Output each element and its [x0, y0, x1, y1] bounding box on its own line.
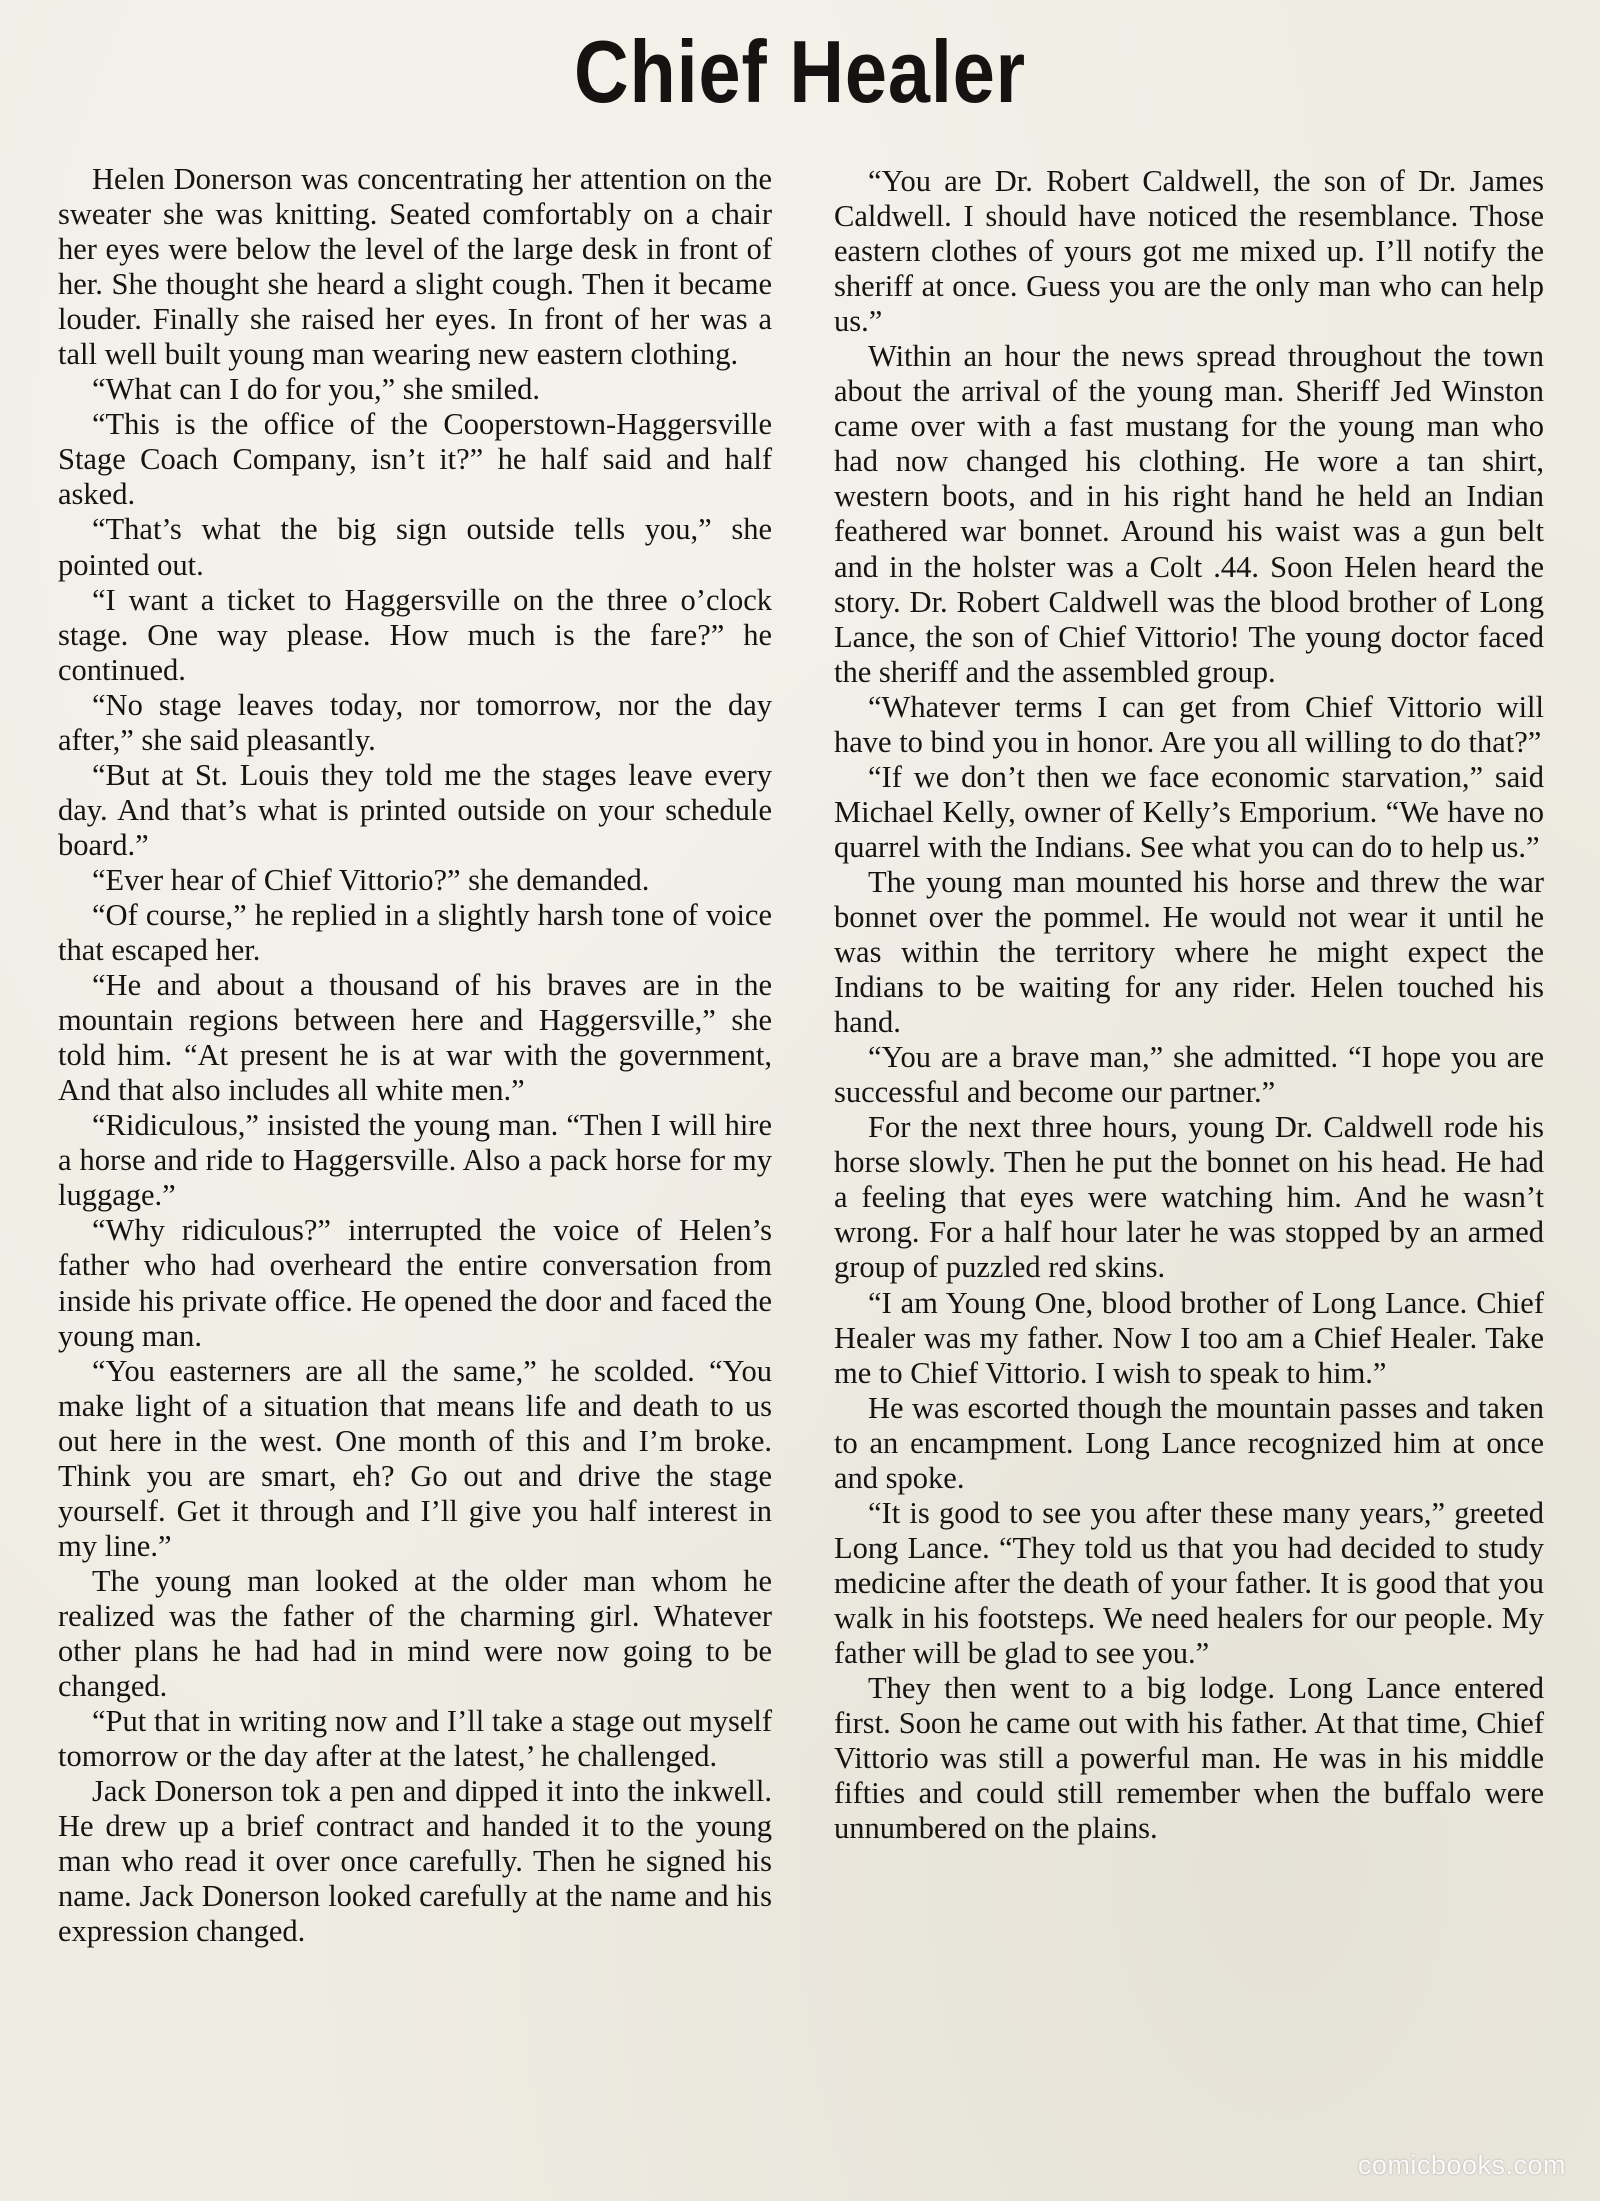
paragraph: “What can I do for you,” she smiled. [92, 372, 541, 407]
paragraph: Jack Donerson tok a pen and dipped it into the inkwell. He drew up a brief contract and handed it to the young man who read it over once carefully. Then he signed his name. Jack Donerson looked carefully at the name and his expression changed. [58, 1774, 772, 1949]
paragraph: “He and about a thousand of his braves are in the mountain regions between here and Haggersville,” she told him. “At present he is at war with the government, And that also includes all white men.” [58, 968, 772, 1108]
paragraph: “Of course,” he replied in a slightly harsh tone of voice that escaped her. [58, 897, 772, 968]
paragraph: “Ridiculous,” insisted the young man. “Then I will hire a horse and ride to Haggersville. Also a pack horse for my luggage.” [58, 1108, 772, 1213]
paragraph: “Ever hear of Chief Vittorio?” she demanded. [92, 862, 650, 897]
paragraph: For the next three hours, young Dr. Caldwell rode his horse slowly. Then he put the bonnet on his head. He had a feeling that eyes were watching him. And he wasn’t wrong. For a half hour later he was stopped by an armed group of puzzled red skins. [834, 1110, 1544, 1285]
paragraph: “If we don’t then we face economic starvation,” said Michael Kelly, owner of Kelly’s Emporium. “We have no quarrel with the Indians. See what you can do to help us.” [834, 759, 1544, 864]
paragraph: “You are Dr. Robert Caldwell, the son of Dr. James Caldwell. I should have noticed the resemblance. Those eastern clothes of yours got me mixed up. I’ll notify the sheriff at once. Guess you are the only man who can help us.” [834, 164, 1544, 339]
right-column [834, 164, 1544, 1846]
left-column [58, 162, 772, 1949]
paragraph: “This is the office of the Cooperstown-Haggersville Stage Coach Company, isn’t it?” he half said and half asked. [58, 407, 772, 512]
paragraph: “You easterners are all the same,” he scolded. “You make light of a situation that means life and death to us out here in the west. One month of this and I’m broke. Think you are smart, eh? Go out and drive the stage yourself. Get it through and I’ll give you half interest in my line.” [58, 1353, 772, 1563]
paragraph: “I want a ticket to Haggersville on the three o’clock stage. One way please. How much is the fare?” he continued. [58, 582, 772, 687]
paragraph: “You are a brave man,” she admitted. “I hope you are successful and become our partner.” [834, 1040, 1544, 1110]
paragraph: “No stage leaves today, nor tomorrow, nor the day after,” she said pleasantly. [58, 687, 772, 757]
paragraph: “Why ridiculous?” interrupted the voice of Helen’s father who had overheard the entire conversation from inside his private office. He opened the door and faced the young man. [58, 1213, 772, 1353]
paragraph: “Whatever terms I can get from Chief Vittorio will have to bind you in honor. Are you all willing to do that?” [834, 689, 1544, 759]
paragraph: The young man mounted his horse and threw the war bonnet over the pommel. He would not wear it until he was within the territory where he might expect the Indians to be waiting for any rider. Helen touched his hand. [834, 864, 1544, 1040]
paragraph: Within an hour the news spread throughout the town about the arrival of the young man. Sheriff Jed Winston came over with a fast mustang for the young man who had now changed his clothing. He wore a tan shirt, western boots, and in his right hand he held an Indian feathered war bonnet. Around his waist was a gun belt and in the holster was a Colt .44. Soon Helen heard the story. Dr. Robert Caldwell was the blood brother of Long Lance, the son of Chief Vittorio! The young doctor faced the sheriff and the assembled group. [834, 339, 1544, 689]
paragraph: “Put that in writing now and I’ll take a stage out myself tomorrow or the day after at the latest,’ he challenged. [58, 1704, 772, 1774]
story-title: Chief Healer [574, 22, 1026, 121]
paragraph: “That’s what the big sign outside tells you,” she pointed out. [58, 512, 772, 582]
watermark: comicbooks.com [1357, 2150, 1566, 2180]
paragraph: “But at St. Louis they told me the stages leave every day. And that’s what is printed outside on your schedule board.” [58, 757, 772, 862]
paragraph: He was escorted though the mountain passes and taken to an encampment. Long Lance recognized him at once and spoke. [834, 1390, 1544, 1495]
paragraph: The young man looked at the older man whom he realized was the father of the charming girl. Whatever other plans he had had in mind were now going to be changed. [58, 1563, 772, 1704]
paragraph: “I am Young One, blood brother of Long Lance. Chief Healer was my father. Now I too am a Chief Healer. Take me to Chief Vittorio. I wish to speak to him.” [834, 1285, 1544, 1390]
paragraph: They then went to a big lodge. Long Lance entered first. Soon he came out with his father. At that time, Chief Vittorio was still a powerful man. He was in his middle fifties and could still remember when the buffalo were unnumbered on the plains. [834, 1671, 1544, 1846]
paragraph: Helen Donerson was concentrating her attention on the sweater she was knitting. Seated comfortably on a chair her eyes were below the level of the large desk in front of her. She thought she heard a slight cough. Then it became louder. Finally she raised her eyes. In front of her was a tall well built young man wearing new eastern clothing. [58, 162, 772, 372]
paragraph: “It is good to see you after these many years,” greeted Long Lance. “They told us that you had decided to study medicine after the death of your father. It is good that you walk in his footsteps. We need healers for our people. My father will be glad to see you.” [834, 1495, 1544, 1670]
